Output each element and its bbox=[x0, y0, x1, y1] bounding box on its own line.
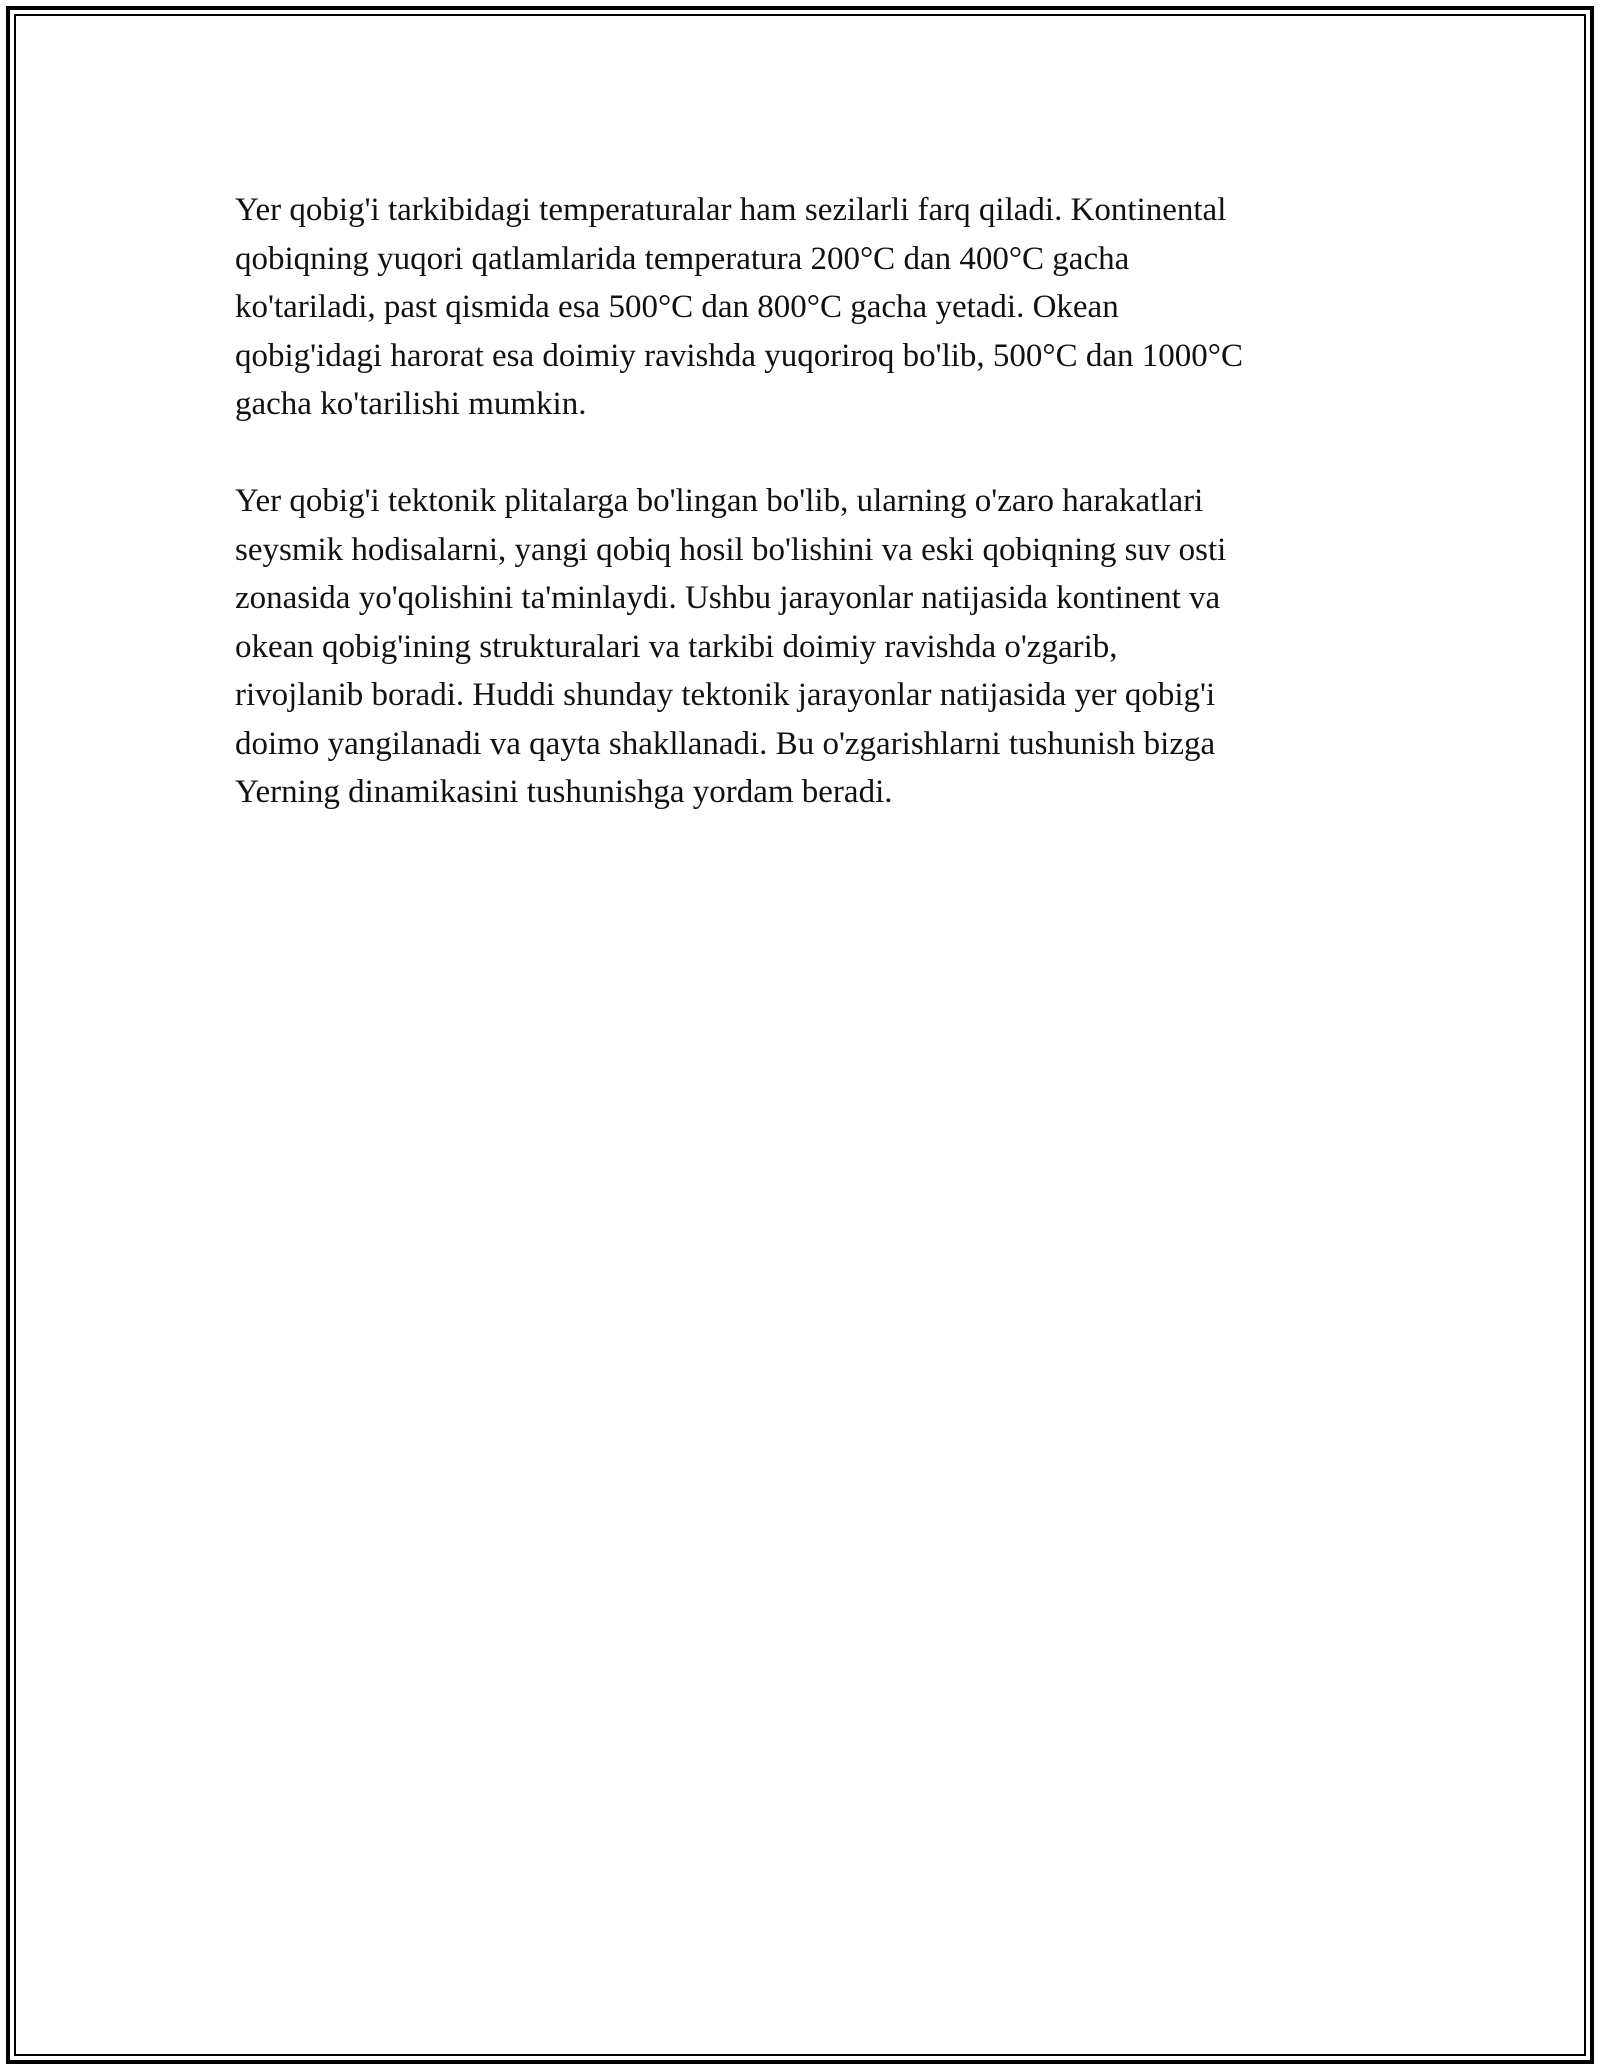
text-line: rivojlanib boradi. Huddi shunday tektonik jarayonlar natijasida yer qobig'i bbox=[235, 677, 1216, 713]
text-line: Yer qobig'i tarkibidagi temperaturalar ham sezilarli farq qiladi. Kontinental bbox=[235, 192, 1227, 228]
text-line: doimo yangilanadi va qayta shakllanadi. Bu o'zgarishlarni tushunish bizga bbox=[235, 725, 1216, 762]
text-line: qobig'idagi harorat esa doimiy ravishda yuqoriroq bo'lib, 500°C dan 1000°C bbox=[235, 337, 1243, 374]
text-line: Yerning dinamikasini tushunishga yordam beradi. bbox=[235, 774, 893, 810]
text-line: okean qobig'ining strukturalari va tarkibi doimiy ravishda o'zgarib, bbox=[235, 628, 1118, 665]
paragraph-temperatures bbox=[235, 186, 1385, 429]
document-body bbox=[235, 186, 1385, 865]
text-line: zonasida yo'qolishini ta'minlaydi. Ushbu jarayonlar natijasida kontinent va bbox=[235, 580, 1221, 616]
text-line: ko'tariladi, past qismida esa 500°C dan 800°C gacha yetadi. Okean bbox=[235, 289, 1119, 325]
text-line: qobiqning yuqori qatlamlarida temperatura 200°C dan 400°C gacha bbox=[235, 240, 1130, 277]
text-line: Yer qobig'i tektonik plitalarga bo'lingan bo'lib, ularning o'zaro harakatlari bbox=[235, 483, 1204, 519]
text-line: seysmik hodisalarni, yangi qobiq hosil bo'lishini va eski qobiqning suv osti bbox=[235, 531, 1227, 568]
paragraph-tectonics bbox=[235, 477, 1385, 817]
text-line: gacha ko'tarilishi mumkin. bbox=[235, 386, 587, 422]
